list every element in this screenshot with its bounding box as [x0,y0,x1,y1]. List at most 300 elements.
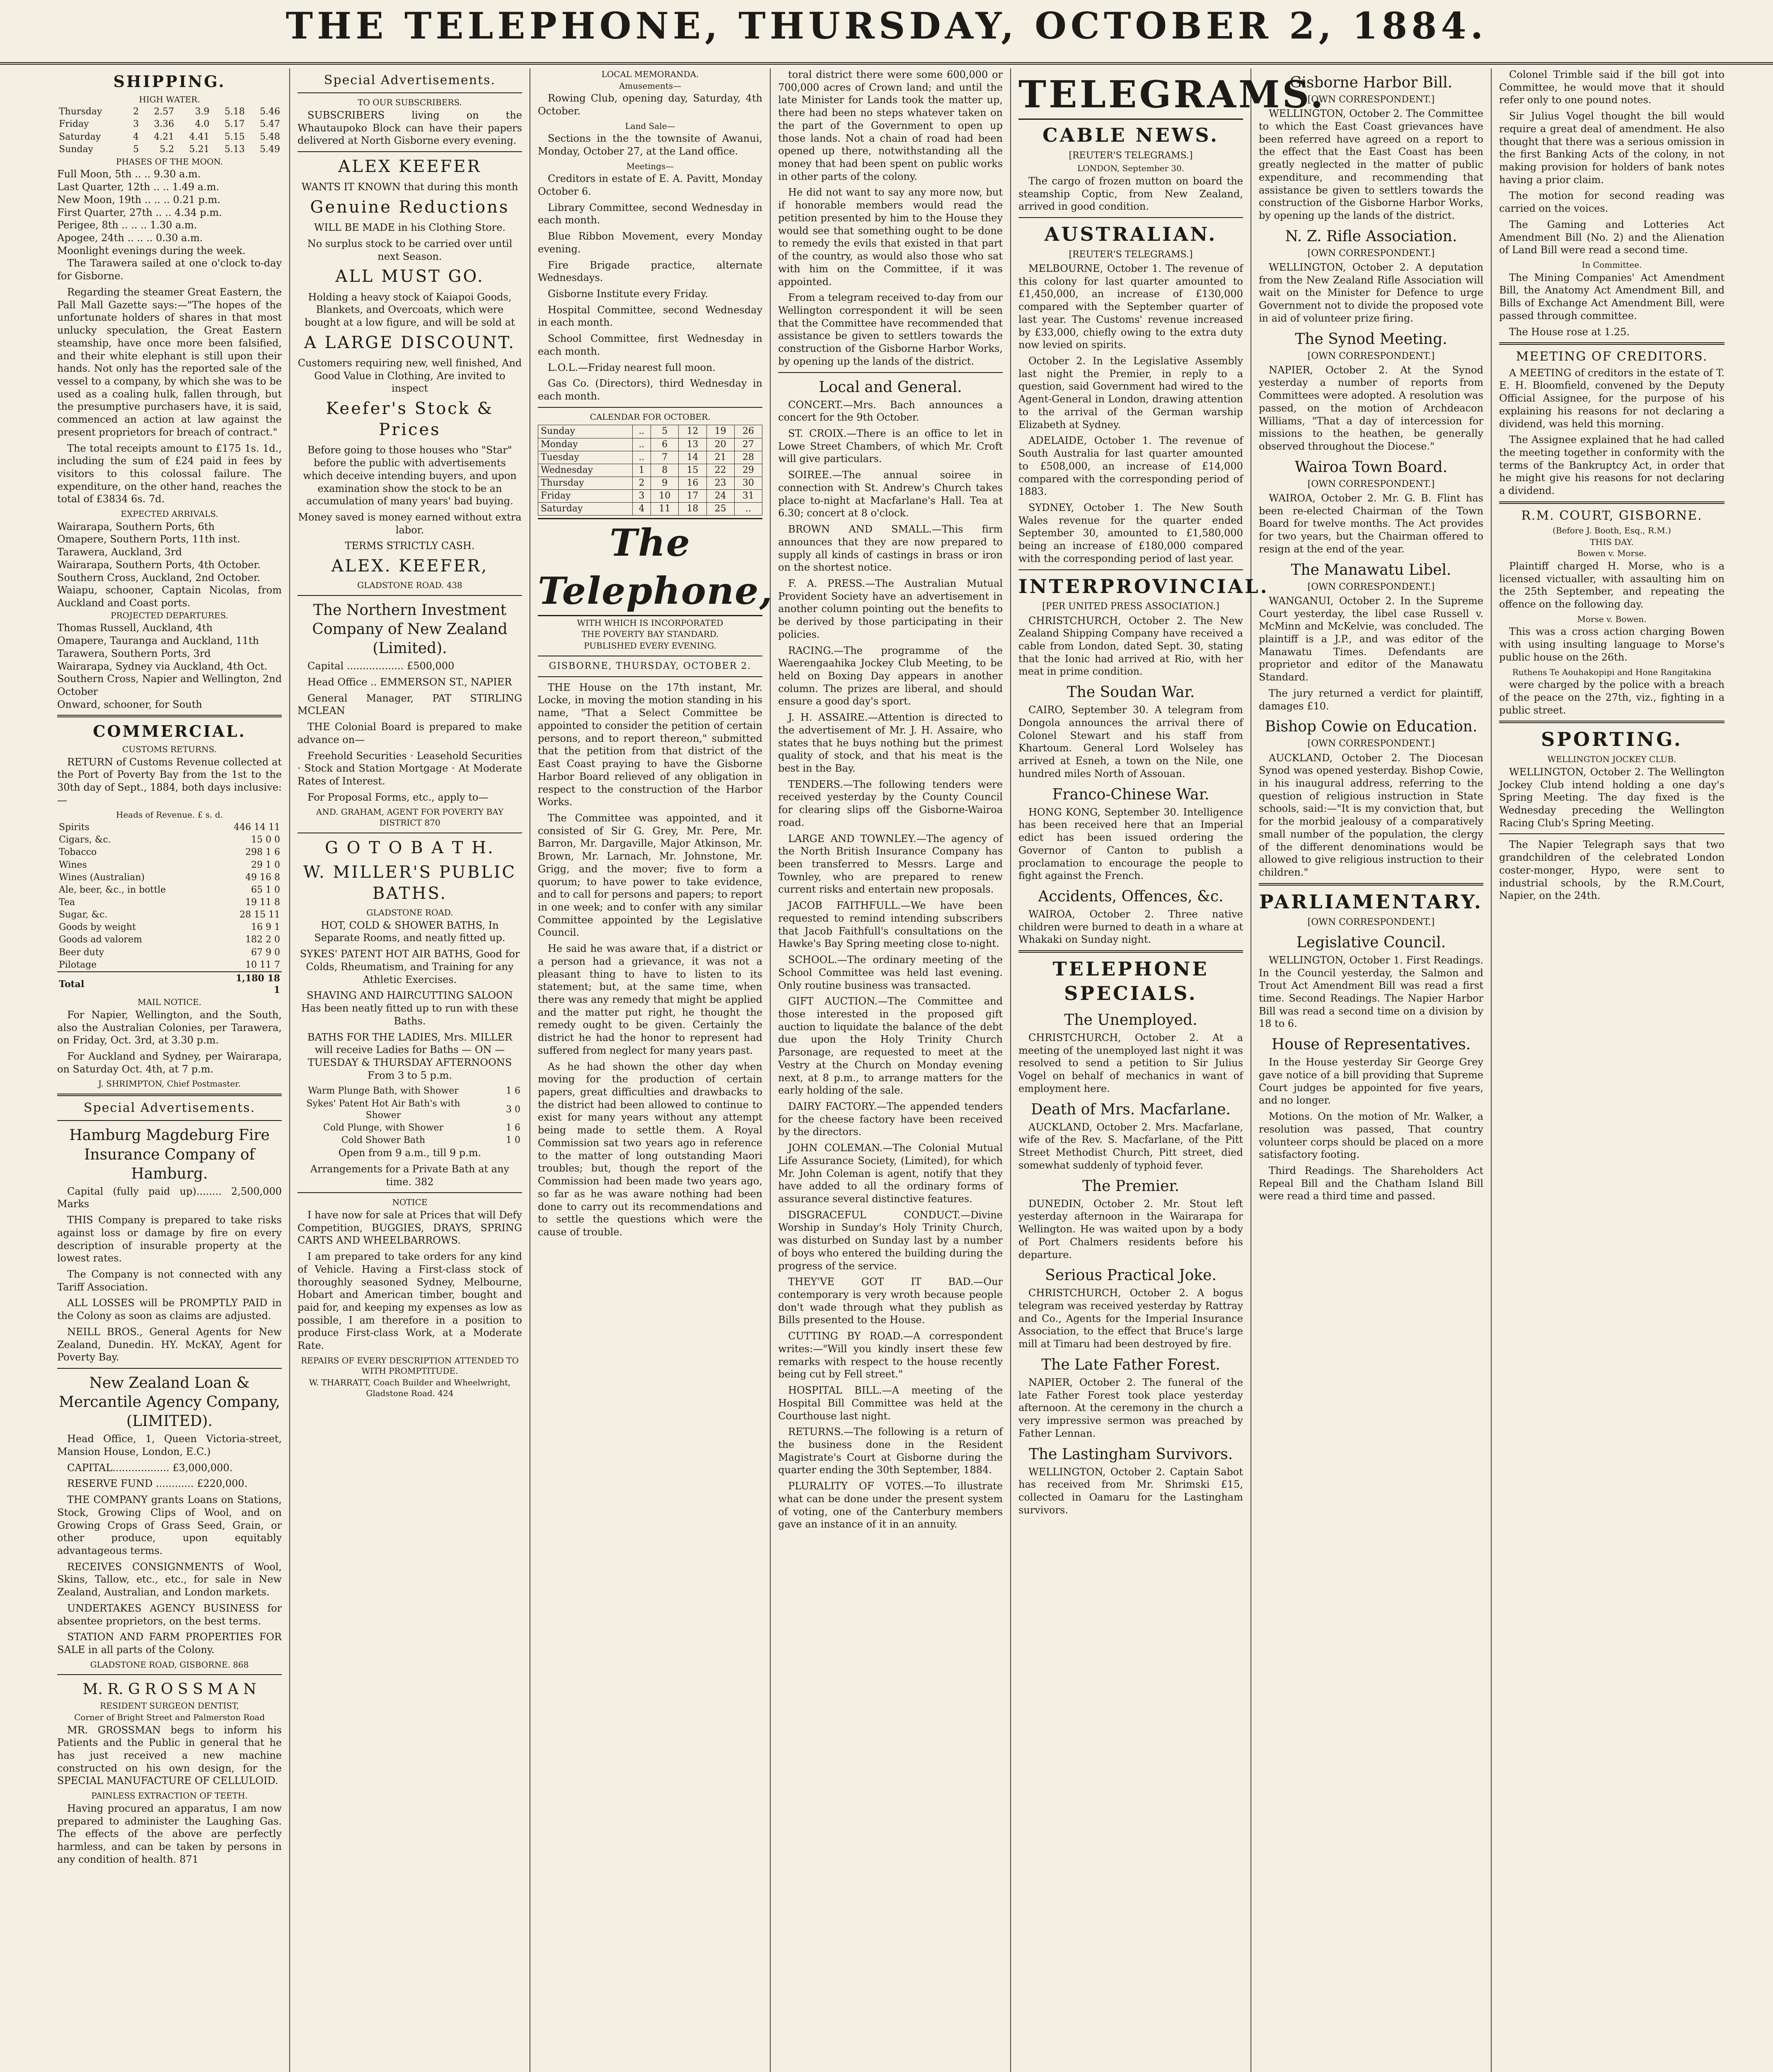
calendar-row-cell: 2 [632,477,651,489]
calendar-row [538,464,762,477]
franco-paragraph: HONG KONG, September 30. Intelligence has been received here that an Imperial edict has been issued ordering the Governor of Canton to publish a proclamation to encourage the people to fight against the French. [1018,806,1243,882]
customs-row-cell: Goods by weight [59,922,136,933]
parliament-paragraph: Sir Julius Vogel thought the bill would require a great deal of amendment. He also thought that there was a serious omission in the first Banking Acts of the colony, in not making provision for holders of bank notes having a prior claim. [1499,110,1725,186]
column-5 [1011,68,1326,2072]
mail-signature: J. SHRIMPTON, Chief Postmaster. [98,1079,241,1089]
telegrams-heading: TELEGRAMS. [1018,71,1243,120]
customs-row-cell: 298 1 6 [245,847,280,858]
misc-paragraph: The Napier Telegraph says that two grandchildren of the celebrated London coster-monger, Hypo, were sent to industrial schools, by the R.M.Court, Napier, on the 24th. [1499,839,1725,902]
representatives-paragraph: In the House yesterday Sir George Grey gave notice of a bill providing that Supreme Court judges be appointed for five years, and no longer. [1259,1056,1483,1106]
tide-row-cell: 3.36 [154,119,174,130]
local-news-item: J. H. ASSAIRE.—Attention is directed to the advertisement of Mr. J. H. Assaire, who states that he buys nothing but the primest quality of stock, and that his meat is the best in the Bay. [778,712,1003,775]
reuters-byline: [REUTER'S TELEGRAMS.] [1069,150,1193,161]
projected-list [57,622,282,711]
editorial-paragraph: He said he was aware that, if a district or a person had a grievance, it was not a pleasant thing to have to listen to its statement; but, at the same time, when there was any remedy that might be applied and the matter put right, he thought the remedy ought to be given. Certainly the district he had the honor to represent had suffered from neglect for many years past. [538,943,762,1056]
calendar-row-cell: 23 [706,477,734,489]
moon-item: Apogee, 24th .. .. .. 0.30 a.m. [57,232,203,244]
tide-row-cell: 5.49 [260,144,280,155]
grossman-subtitle: RESIDENT SURGEON DENTIST, [100,1701,239,1711]
moon-item: New Moon, 19th .. .. .. 0.21 p.m. [57,194,220,206]
bath-price-row-cell: Warm Plunge Bath, with Shower [308,1086,459,1097]
column-7 [1492,68,1732,2072]
keefer-headline: A LARGE DISCOUNT. [304,333,515,352]
grossman-paragraph: MR. GROSSMAN begs to inform his Patients and the Public in general that he has just received a new machine constructed on his own design, for the SPECIAL MANUFACTURE OF CELLULOID. [57,1724,282,1787]
expected-item: Wairarapa, Southern Ports, 6th [57,520,215,533]
divider [1499,342,1725,345]
tide-row-cell: 2.57 [154,107,174,117]
customs-row-cell: 29 1 0 [251,859,280,870]
shipping-paragraph: The Tarawera sailed at one o'clock to-day for Gisborne. [57,257,282,282]
representatives-heading: House of Representatives. [1271,1036,1471,1053]
bath-text: HOT, COLD & SHOWER BATHS, In Separate Rooms, and neatly fitted up. [314,919,506,944]
calendar-row-cell: 16 [679,477,706,489]
accidents-heading: Accidents, Offences, &c. [1038,888,1224,905]
unemployed-paragraph: CHRISTCHURCH, October 2. At a meeting of the unemployed last night it was resolved to send a petition to Sir Julius Vogel on behalf of mechanics in want of employment here. [1018,1032,1243,1094]
customs-row [57,959,282,972]
local-news-item: CONCERT.—Mrs. Bach announces a concert for the 9th October. [778,399,1003,424]
divider [1499,721,1725,723]
customs-row-cell: Tea [59,897,75,908]
projected-item: Omapere, Tauranga and Auckland, 11th [57,635,259,647]
projected-heading: PROJECTED DEPARTURES. [111,610,228,620]
notice-paragraph: I am prepared to take orders for any kind of Vehicle. Having a First-class stock of thoroughly seasoned Sydney, Melbourne, Hobart and American timber, bought and paid for, and keeping my expenses as low as possible, I am therefore in a position to produce First-class Work, at a Moderate Rate. [298,1251,522,1352]
rm-court-heading: R.M. COURT, GISBORNE. [1521,508,1703,523]
calendar-row [538,490,762,503]
keefer-name: ALEX KEEFER [338,157,481,177]
bath-headline: G O T O B A T H. [325,838,495,857]
keefer-text: Before going to those houses who "Star" before the public with advertisements which deceive intending buyers, and upon examination show the stock to be an accumulation of many years' bad buying. [303,444,517,507]
customs-row-cell: Cigars, &c. [59,835,111,845]
soudan-heading: The Soudan War. [1067,684,1195,701]
column-1 [50,68,290,2072]
local-news-item: BROWN AND SMALL.—This firm announces that they are now prepared to supply all kinds of castings in brass or iron on the shortest notice. [778,523,1003,574]
grossman-heading: M. R. G R O S S M A N [82,1681,256,1698]
divider [1018,569,1243,570]
bath-signature: Arrangements for a Private Bath at any time. 382 [310,1163,510,1188]
local-news-list [778,399,1003,1531]
customs-row [57,909,282,921]
memo-item: Gas Co. (Directors), third Wednesday in each month. [538,378,762,402]
bath-price-table [298,1085,522,1147]
bath-price-row-cell: 3 0 [506,1104,520,1115]
nzloan-paragraph: RECEIVES CONSIGNMENTS of Wool, Skins, Tallow, etc., etc., for sale in New Zealand, Australian, and London markets. [57,1561,282,1598]
calendar-row-cell: 29 [734,464,762,477]
bath-price-row [298,1085,522,1097]
customs-row [57,896,282,909]
bath-price-row-cell: 1 0 [506,1135,520,1145]
australian-item: October 2. In the Legislative Assembly last night the Premier, in reply to a question, said Government had wired to the Agent-General in London, drawing attention to the arrival of the German warship Elizabeth at Sydney. [1018,355,1243,431]
calendar-row [538,438,762,451]
northern-manager: General Manager, PAT STIRLING MCLEAN [298,692,522,717]
bath-text: SHAVING AND HAIRCUTTING SALOON Has been neatly fitted up to run with these Baths. [301,990,518,1027]
bath-price-row-cell: 1 6 [506,1086,520,1097]
synod-heading: The Synod Meeting. [1295,330,1447,348]
customs-row-cell: 10 11 7 [245,959,280,970]
tide-row-cell: Saturday [59,131,101,142]
nzloan-signature: GLADSTONE ROAD, GISBORNE. 868 [90,1659,249,1670]
tide-row-cell: 5.47 [260,119,280,130]
rm-case-title: Morse v. Bowen. [1577,614,1647,624]
divider [538,676,762,677]
hamburg-capital: Capital (fully paid up)........ 2,500,000 Marks [57,1185,282,1210]
divider [57,1094,282,1096]
local-news-item: GIFT AUCTION.—The Committee and those interested in the proposed gift auction to liquidate the balance of the debt due upon the Holy Trinity Church Parsonage, are requested to meet at the Vestry at the Church on Monday evening next, at 8 p.m., to arrange matters for the early holding of the sale. [778,995,1003,1097]
tide-row-cell: 4.0 [195,119,210,130]
calendar-row-cell: .. [632,451,651,464]
divider [1499,833,1725,834]
legislative-paragraph: WELLINGTON, October 1. First Readings. In the Council yesterday, the Salmon and Trout Act Amendment Bill was read a first time. Second Readings. The Napier Harbor Bill was read a second time on a division by 18 to 6. [1259,954,1483,1030]
keefer-text: WANTS IT KNOWN that during this month [301,181,518,193]
rm-court-sub: (Before J. Booth, Esq., R.M.) [1553,525,1671,536]
calendar-row-cell: 5 [651,425,679,438]
premier-paragraph: DUNEDIN, October 2. Mr. Stout left yesterday afternoon in the Wairarapa for Wellington. He was waited upon by a body of Port Chalmers residents before his departure. [1018,1198,1243,1261]
keefer-headline: Genuine Reductions [310,198,510,217]
column-2 [290,68,530,2072]
local-news-item: THEY'VE GOT IT BAD.—Our contemporary is very wroth because people don't wade through what they publish as Bills presented to the House. [778,1276,1003,1326]
calendar-row-cell: 21 [706,451,734,464]
tide-row [57,131,282,143]
interprovincial-heading: INTERPROVINCIAL. [1018,575,1269,598]
rifle-heading: N. Z. Rifle Association. [1285,228,1457,245]
customs-row-cell: Wines [59,859,87,870]
calendar-row-cell: 24 [706,490,734,503]
rm-case-paragraph: were charged by the police with a breach of the peace on the 27th, viz., fighting in a public street. [1499,679,1725,716]
column-6 [1251,68,1492,2072]
local-news-item: TENDERS.—The following tenders were received yesterday by the County Council for clearing slips off the Gisborne-Wairoa road. [778,778,1003,828]
creditors-heading: MEETING OF CREDITORS. [1516,349,1708,364]
bishop-paragraph: AUCKLAND, October 2. The Diocesan Synod was opened yesterday. Bishop Cowie, in his inaugural address, referring to the question of religious instruction in State schools, said:—"It is my conviction that, but for the morbid jealousy of a comparatively small number of the population, the clergy of the different denominations would be allowed to give religious instruction to their children." [1259,752,1483,879]
tide-row-cell: 5.18 [224,107,245,117]
tide-row-cell: 5.2 [160,144,174,155]
bath-price-row [298,1098,522,1122]
memo-list [538,172,762,403]
logo-subtitle: THE POVERTY BAY STANDARD. [581,629,719,639]
divider [1018,950,1243,953]
keefer-headline: Keefer's Stock & Prices [326,399,494,440]
customs-row [57,834,282,846]
rm-court-day: THIS DAY. [1590,537,1634,547]
calendar-heading: CALENDAR FOR OCTOBER. [590,411,711,422]
rifle-paragraph: WELLINGTON, October 2. A deputation from the New Zealand Rifle Association will wait on the Minister for Defence to urge Government not to divide the proposed vote in aid of volunteer prize firing. [1259,261,1483,324]
projected-item: Thomas Russell, Auckland, 4th [57,622,213,634]
memo-item: School Committee, first Wednesday in each month. [538,333,762,357]
own-correspondent: [OWN CORRESPONDENT.] [1307,581,1435,592]
creditors-paragraph: A MEETING of creditors in the estate of T. E. H. Bloomfield, convened by the Deputy Official Assignee, for the purpose of his explaining his reasons for not declaring a dividend, was held this morning. [1499,367,1725,430]
divider [1499,501,1725,504]
special-ads-heading: Special Advertisements. [83,1101,256,1116]
nzloan-agents: STATION AND FARM PROPERTIES FOR SALE in all parts of the Colony. [57,1631,282,1656]
tide-row-cell: 5.17 [224,119,245,130]
tide-row [57,143,282,156]
calendar-row-cell: 22 [706,464,734,477]
joke-heading: Serious Practical Joke. [1045,1267,1217,1284]
memo-heading: LOCAL MEMORANDA. [601,69,699,79]
divider [1018,217,1243,218]
editorial-paragraph: He did not want to say any more now, but if honorable members would read the petition presented by him to the House they would see that something ought to be done to remedy the evils that existed in that part of the country, as would also those who sat with him on the Committee, if it was appointed. [778,186,1003,288]
notice-heading: NOTICE [392,1197,428,1208]
creditors-paragraph: The Assignee explained that he had called the meeting together in conformity with the terms of the Bankruptcy Act, in order that he might give his reasons for not declaring a dividend. [1499,434,1725,497]
calendar-row-cell: 19 [706,425,734,438]
northern-paragraph: THE Colonial Board is prepared to make advance on— [298,721,522,746]
editorial-paragraph: THE House on the 17th instant, Mr. Locke, in moving the motion standing in his name, "That a Select Committee be appointed to consider the petition of certain persons, and to report thereon," submitted that the petition from that district of the East Coast praying to have the Gisborne Harbor Board relieved of any obligation in respect to the construction of the Harbor Works. [538,681,762,808]
divider [298,595,522,596]
calendar-row-cell: 20 [706,438,734,451]
tide-row-cell: Sunday [59,144,94,155]
local-general-heading: Local and General. [819,378,962,396]
rm-case-title: Bowen v. Morse. [1577,548,1647,559]
bath-price-row-cell: Sykes' Patent Hot Air Bath's with Shower [306,1098,460,1121]
moon-item: Full Moon, 5th .. .. 9.30 a.m. [57,168,201,180]
tide-row-cell: 4.21 [154,131,174,142]
customs-row-cell: 446 14 11 [234,822,280,833]
calendar-row [538,503,762,516]
customs-row [57,859,282,871]
customs-row [57,921,282,934]
customs-row [57,884,282,896]
parliament-paragraph: Colonel Trimble said if the bill got into Committee, he would move that it should refer only to one pound notes. [1499,69,1725,106]
editorial-paragraph: As he had shown the other day when moving for the production of certain papers, great difficulties and drawbacks to the district had been allowed to continue to exist for many years without any attempt being made to settle them. A Royal Commission sat two years ago in reference to the matter of long outstanding Maori troubles; but, though the report of the Commission had been made two years ago, so far as he was aware nothing had been done to carry out its recommendations and to settle the questions which were the cause of trouble. [538,1060,762,1238]
libel-heading: The Manawatu Libel. [1291,561,1451,579]
customs-total-value: 1,180 18 1 [229,972,282,996]
hamburg-paragraph: The Company is not connected with any Tariff Association. [57,1268,282,1293]
divider [57,1368,282,1369]
tide-row-cell: Friday [59,119,89,130]
editorial-dateline: GISBORNE, THURSDAY, OCTOBER 2. [549,661,752,671]
editorial-paragraph: The Committee was appointed, and it consisted of Sir G. Grey, Mr. Pere, Mr. Barron, Mr. Dargaville, Major Atkinson, Mr. Brown, Mr. Larnach, Mr. Johnstone, Mr. Grigg, and the mover; five to form a quorum; to have power to take evidence, and to call for persons and papers; to report in one week; and to confer with any similar Committee appointed by the Legislative Council. [538,812,762,939]
customs-row-cell: Wines (Australian) [59,872,145,883]
customs-total-row [57,972,282,996]
customs-row-cell: 182 2 0 [245,934,280,945]
own-correspondent: [OWN CORRESPONDENT.] [1307,738,1435,749]
customs-row-cell: Sugar, &c. [59,910,108,920]
calendar-row-cell: Friday [538,490,633,503]
moon-heading: PHASES OF THE MOON. [116,156,223,167]
logo-subtitle: WITH WHICH IS INCORPORATED [577,617,723,628]
expected-item: Tarawera, Auckland, 3rd [57,546,182,558]
customs-row-cell: 15 0 0 [251,835,280,845]
northern-list: Freehold Securities · Leasehold Securities · Stock and Station Mortgage · At Moderate Rates of Interest. [298,750,522,787]
shipping-paragraph: Regarding the steamer Great Eastern, the Pall Mall Gazette says:—"The hopes of the unfortunate holders of shares in that most unlucky speculation, the Great Eastern steamship, have once more been falsified, and their white elephant is still upon their hands. Not only has the reported sale of the vessel to a company, by which she was to be used as a coaling hulk, fallen through, but the presumptive purchasers have, it is said, commenced an action at law against the present proprietors for breach of contract." [57,286,282,438]
projected-item: Southern Cross, Napier and Wellington, 2nd October [57,673,282,697]
logo-published: PUBLISHED EVERY EVENING. [584,641,716,651]
unemployed-heading: The Unemployed. [1064,1011,1197,1029]
parliament-paragraph: The Gaming and Lotteries Act Amendment Bill (No. 2) and the Alienation of Land Bill were read a second time. [1499,218,1725,256]
australian-list [1018,262,1243,565]
calendar-row-cell: 25 [706,503,734,516]
lastingham-paragraph: WELLINGTON, October 2. Captain Sabot has received from Mr. Shrimski £15, collected in Oamaru for the Lastingham survivors. [1018,1466,1243,1516]
parliamentary-heading: PARLIAMENTARY. [1259,890,1483,913]
memo-item: Library Committee, second Wednesday in each month. [538,201,762,226]
divider [538,407,762,408]
bath-ad [298,838,522,1188]
sporting-heading: SPORTING. [1541,728,1683,751]
customs-row-cell: 67 9 0 [251,947,280,958]
divider [57,715,282,717]
subscribers-heading: TO OUR SUBSCRIBERS. [358,97,462,108]
premier-heading: The Premier. [1082,1177,1180,1195]
calendar-row-cell: .. [632,438,651,451]
calendar-row-cell: Thursday [538,477,633,489]
bath-price-row-cell: Cold Shower Bath [341,1135,426,1145]
expected-item: Wairarapa, Southern Ports, 4th October. [57,559,261,571]
tide-row-cell: Thursday [59,107,102,117]
projected-item: Onward, schooner, for South [57,698,202,710]
customs-row-cell: Goods ad valorem [59,934,142,945]
divider [298,151,522,152]
calendar-row-cell: 13 [679,438,706,451]
parliament-paragraph: The House rose at 1.25. [1509,326,1630,338]
interprovincial-paragraph: CHRISTCHURCH, October 2. The New Zealand Shipping Company have received a cable from London, dated Sept. 30, stating that the Ionic had arrived at Rio, with her meat in prime condition. [1018,615,1243,678]
calendar-row-cell: 3 [632,490,651,503]
jockey-heading: WELLINGTON JOCKEY CLUB. [1547,754,1676,765]
page-title: THE TELEPHONE, THURSDAY, OCTOBER 2, 1884. [285,4,1488,47]
customs-intro: RETURN of Customs Revenue collected at the Port of Poverty Bay from the 1st to the 30th day of Sept., 1884, both days inclusive:— [57,756,282,806]
memo-subheading: Amusements— [619,80,682,91]
keefer-headline: ALL MUST GO. [335,267,484,286]
grossman-paragraph: Having procured an apparatus, I am now prepared to administer the Laughing Gas. The effects of the above are perfectly harmless, and can be taken by persons in any condition of health. 871 [57,1802,282,1865]
calendar-row-cell: 26 [734,425,762,438]
grossman-address: Corner of Bright Street and Palmerston Road [74,1712,265,1722]
calendar-row [538,451,762,464]
telephone-specials-heading: TELEPHONE SPECIALS. [1052,958,1209,1005]
customs-row-cell: 28 15 11 [239,910,280,920]
tide-row-cell: 2 [133,107,139,117]
columns [50,68,1732,2072]
committee-heading: In Committee. [1582,260,1642,270]
memo-subheading: Meetings— [626,161,674,171]
memo-item: Creditors in estate of E. A. Pavitt, Monday October 6. [538,173,762,197]
northern-signature: AND. GRAHAM, AGENT FOR POVERTY BAY DISTRICT 870 [316,807,504,828]
keefer-text: Customers requiring new, well finished, And Good Value in Clothing, Are invited to inspect [298,357,522,395]
tide-table [57,106,282,156]
calendar-row-cell: Sunday [538,425,633,438]
special-ads-heading: Special Advertisements. [324,73,496,87]
tide-row-cell: 5.13 [224,144,245,155]
memo-item: Sections in the the townsite of Awanui, Monday, October 27, at the Land office. [538,133,762,157]
moon-item: Last Quarter, 12th .. .. 1.49 a.m. [57,181,220,193]
tide-row-cell: 4.41 [189,131,210,142]
customs-columns: Heads of Revenue. £ s. d. [116,810,223,820]
memo-item: Gisborne Institute every Friday. [548,288,708,300]
local-news-item: ST. CROIX.—There is an office to let in Lowe Street Chambers, of which Mr. Croft will give particulars. [778,428,1003,465]
cable-heading: CABLE NEWS. [1043,124,1219,147]
local-news-item: F. A. PRESS.—The Australian Mutual Provident Society have an advertisement in another column pointing out the benefits to be derived by those participating in their policies. [778,577,1003,640]
wairoa-paragraph: WAIROA, October 2. Mr. G. B. Flint has been re-elected Chairman of the Town Board for twelve months. The Act provides for two years, but the Chairman offered to resign at the end of the year. [1259,492,1483,555]
calendar-row-cell: 11 [651,503,679,516]
calendar-row-cell: 1 [632,464,651,477]
nzloan-capital: CAPITAL.................. £3,000,000. [67,1462,233,1474]
masthead [0,0,1773,65]
moon-list [57,168,282,257]
memo-item: L.O.L.—Friday nearest full moon. [548,361,716,373]
calendar-row-cell: 7 [651,451,679,464]
australian-heading: AUSTRALIAN. [1044,223,1217,245]
calendar-row-cell: .. [734,503,762,516]
legislative-heading: Legislative Council. [1296,934,1446,951]
customs-table [57,821,282,996]
death-paragraph: AUCKLAND, October 2. Mrs. Macfarlane, wife of the Rev. S. Macfarlane, of the Pitt Street Methodist Church, Pitt street, died somewhat suddenly of typhoid fever. [1018,1121,1243,1171]
northern-office: Head Office .. EMMERSON ST., NAPIER [307,676,512,688]
expected-list [57,520,282,610]
divider [298,92,522,93]
hamburg-paragraph: THIS Company is prepared to take risks against loss or damage by fire on every description of insurable property at the lowest rates. [57,1214,282,1264]
calendar-row-cell: 30 [734,477,762,489]
column-3 [530,68,771,2072]
customs-row [57,846,282,859]
notice-paragraph: I have now for sale at Prices that will Defy Competition, BUGGIES, DRAYS, SPRING CARTS AND WHEELBARROWS. [298,1209,522,1247]
grossman-extraction: PAINLESS EXTRACTION OF TEETH. [91,1791,248,1801]
calendar-row-cell: .. [632,425,651,438]
calendar-row-cell: 6 [651,438,679,451]
tide-row-cell: 5.48 [260,131,280,142]
moon-item: Moonlight evenings during the week. [57,244,246,257]
own-correspondent: [OWN CORRESPONDENT.] [1307,248,1435,259]
customs-row [57,934,282,946]
own-correspondent: [OWN CORRESPONDENT.] [1307,94,1435,105]
divider [778,372,1003,373]
tide-row-cell: 3 [133,119,139,130]
synod-paragraph: NAPIER, October 2. At the Synod yesterday a number of reports from Committees were adopted. A resolution was passed, on the motion of Archdeacon Williams, "That a day of intercession for missions to the heathen, be generally observed throughout the Diocese." [1259,364,1483,453]
rm-case-paragraph: This was a cross action charging Bowen with using insulting language to Morse's public house on the 26th. [1499,626,1725,663]
libel-paragraph: The jury returned a verdict for plaintiff, damages £10. [1259,687,1483,712]
tide-caption: HIGH WATER. [139,94,200,104]
local-news-item: DAIRY FACTORY.—The appended tenders for the cheese factory have been received by the directors. [778,1100,1003,1138]
memo-item: Rowing Club, opening day, Saturday, 4th October. [538,92,762,117]
australian-item: ADELAIDE, October 1. The revenue of South Australia for last quarter amounted to £508,000, an increase of £14,000 compared with the corresponding period of 1883. [1018,435,1243,498]
forest-heading: The Late Father Forest. [1041,1356,1220,1373]
local-news-item: RETURNS.—The following is a return of the business done in the Resident Magistrate's Court at Gisborne during the quarter ending the 30th September, 1884. [778,1426,1003,1476]
cable-dateline: LONDON, September 30. [1077,163,1185,174]
bath-open: Open from 9 a.m., till 9 p.m. [338,1147,481,1159]
keefer-ad [298,156,522,591]
shipping-heading: SHIPPING. [113,72,226,91]
notice-repairs: REPAIRS OF EVERY DESCRIPTION ATTENDED TO WITH PROMPTITUDE. [301,1355,519,1376]
own-correspondent: [OWN CORRESPONDENT.] [1307,917,1435,927]
local-news-item: PLURALITY OF VOTES.—To illustrate what can be done under the present system of voting, one of the Canterbury members gave an instance of it in an annuity. [778,1480,1003,1530]
tide-row-cell: 5.21 [189,144,210,155]
memo-item: Fire Brigade practice, alternate Wednesdays. [538,259,762,284]
calendar-row-cell: Saturday [538,503,633,516]
local-news-item: SCHOOL.—The ordinary meeting of the School Committee was held last evening. Only routine business was transacted. [778,954,1003,991]
memo-item: Blue Ribbon Movement, every Monday evening. [538,230,762,255]
calendar-row-cell: 15 [679,464,706,477]
wairoa-heading: Wairoa Town Board. [1294,458,1448,476]
calendar-row-cell: 14 [679,451,706,464]
mail-paragraph: For Auckland and Sydney, per Wairarapa, on Saturday Oct. 4th, at 7 p.m. [57,1051,282,1075]
calendar-row-cell: 27 [734,438,762,451]
hamburg-heading: Hamburg Magdeburg Fire Insurance Company of Hamburg. [69,1127,270,1182]
local-news-item: DISGRACEFUL CONDUCT.—Divine Worship in Sunday's Holy Trinity Church, was disturbed on Sunday last by a number of boys who entered the building during the progress of the service. [778,1209,1003,1272]
local-news-item: RACING.—The programme of the Waerengaahika Jockey Club Meeting, to be held on Boxing Day appears in another column. The prizes are liberal, and should ensure a good day's sport. [778,644,1003,707]
calendar-row-cell: 18 [679,503,706,516]
calendar-row-cell: 8 [651,464,679,477]
customs-row-cell: Tobacco [59,847,97,858]
customs-row-cell: 49 16 8 [245,872,280,883]
calendar-row [538,425,762,438]
calendar-table [538,425,762,516]
northern-heading: The Northern Investment Company of New Zealand (Limited). [312,601,508,657]
customs-row-cell: Pilotage [59,959,97,970]
tide-row-cell: 5.46 [260,107,280,117]
projected-item: Tarawera, Southern Ports, 3rd [57,647,211,659]
divider [298,1192,522,1193]
northern-paragraph: For Proposal Forms, etc., apply to— [307,791,489,803]
customs-heading: CUSTOMS RETURNS. [122,744,217,754]
rm-case-title: Ruthens Te Aouhakopipi and Hone Rangitakina [1512,667,1712,677]
bath-text: BATHS FOR THE LADIES, Mrs. MILLER will receive Ladies for Baths — ON — TUESDAY & THURSDAY AFTERNOONS From 3 to 5 p.m. [307,1031,513,1081]
moon-item: Perigee, 8th .. .. .. 1.30 a.m. [57,219,197,231]
own-correspondent: [OWN CORRESPONDENT.] [1307,351,1435,361]
